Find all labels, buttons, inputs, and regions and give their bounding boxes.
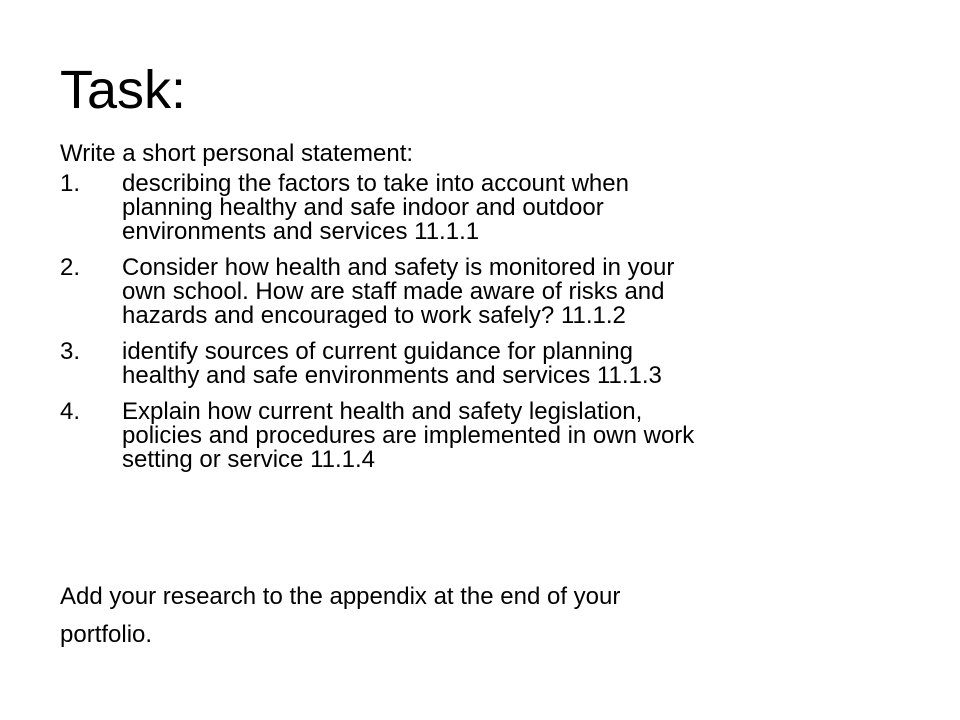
list-item xyxy=(60,340,920,388)
footer-text xyxy=(60,578,860,654)
list-item xyxy=(60,256,920,328)
list-item-number: 2. xyxy=(60,254,81,281)
list-item-line: environments and services 11.1.1 xyxy=(122,218,480,245)
list-item-number: 4. xyxy=(60,398,81,425)
list-item-line: hazards and encouraged to work safely? 11.1.2 xyxy=(122,302,626,329)
task-list xyxy=(60,172,920,484)
list-item-number: 3. xyxy=(60,338,81,365)
list-item-line: Explain how current health and safety legislation, xyxy=(122,398,643,425)
list-item-number: 1. xyxy=(60,170,81,197)
list-item-line: own school. How are staff made aware of risks and xyxy=(122,278,665,305)
list-item-line: Consider how health and safety is monitored in your xyxy=(122,254,675,281)
list-item xyxy=(60,400,920,472)
list-item-line: describing the factors to take into account when xyxy=(122,170,629,197)
footer-line: Add your research to the appendix at the end of your xyxy=(60,583,621,610)
footer-line: portfolio. xyxy=(60,621,153,648)
slide-title: Task: xyxy=(60,60,187,120)
intro-text: Write a short personal statement: xyxy=(60,140,414,167)
list-item-line: policies and procedures are implemented in own work xyxy=(122,422,695,449)
list-item-line: setting or service 11.1.4 xyxy=(122,446,376,473)
list-item xyxy=(60,172,920,244)
list-item-line: identify sources of current guidance for planning xyxy=(122,338,633,365)
list-item-line: planning healthy and safe indoor and outdoor xyxy=(122,194,604,221)
list-item-line: healthy and safe environments and services 11.1.3 xyxy=(122,362,662,389)
